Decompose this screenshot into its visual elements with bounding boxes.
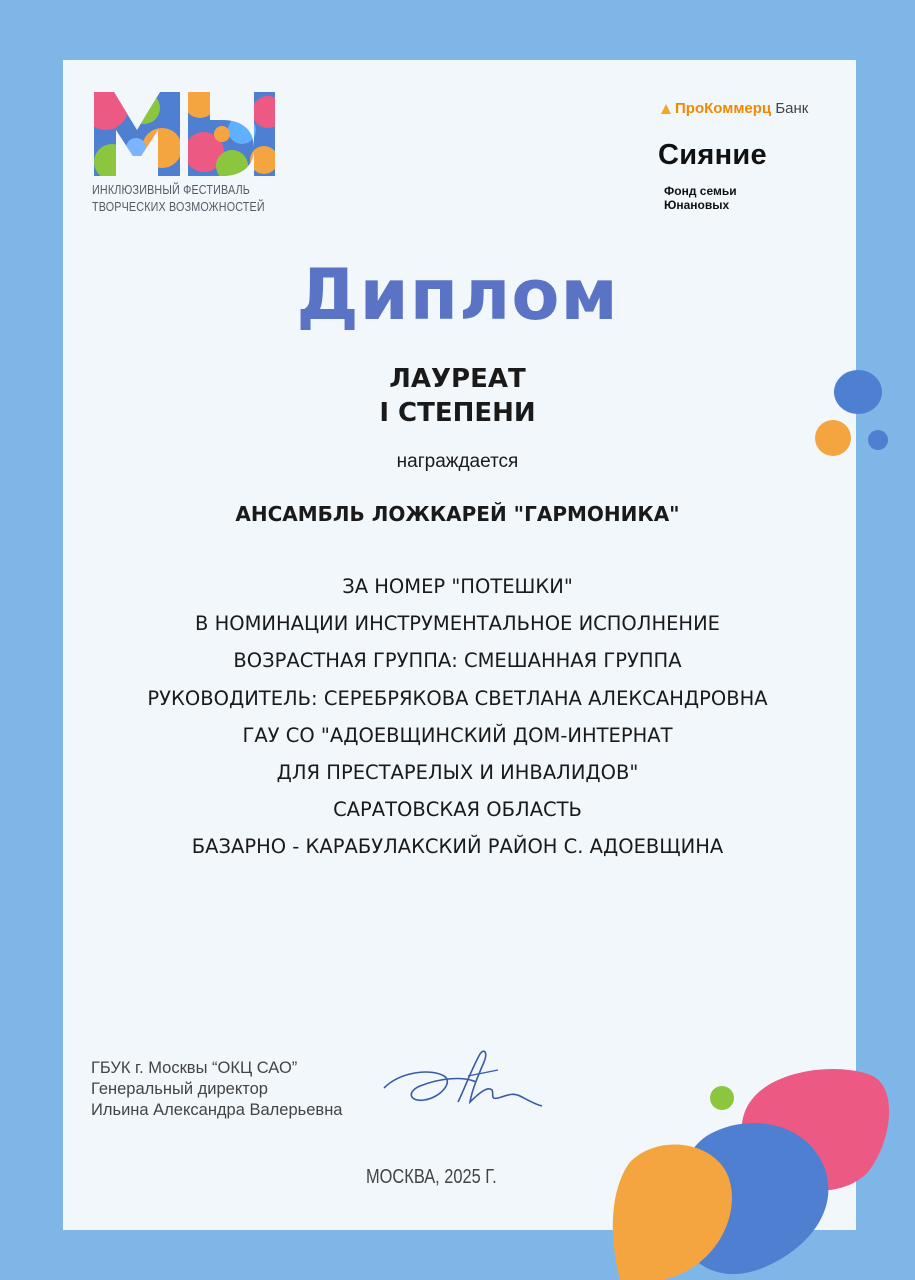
logo-subtitle-line1: ИНКЛЮЗИВНЫЙ ФЕСТИВАЛЬ (92, 183, 251, 197)
fund-caption-line1: Фонд семьи (664, 184, 737, 198)
blue-dot (834, 370, 882, 414)
detail-line: ГАУ СО "АДОЕВЩИНСКИЙ ДОМ-ИНТЕРНАТ (242, 723, 673, 747)
degree-line1: ЛАУРЕАТ (389, 364, 526, 394)
recipient-name: АНСАМБЛЬ ЛОЖКАРЕЙ "ГАРМОНИКА" (235, 502, 680, 526)
signatory-block (91, 1058, 342, 1121)
fund-name: Сияние (658, 139, 767, 171)
detail-line: ВОЗРАСТНАЯ ГРУППА: СМЕШАННАЯ ГРУППА (233, 649, 682, 673)
small-blue-dot (868, 430, 888, 450)
fund-caption-line2: Юнановых (664, 198, 730, 212)
fund-caption (664, 184, 737, 212)
green-dot (710, 1086, 734, 1110)
detail-line: САРАТОВСКАЯ ОБЛАСТЬ (333, 798, 582, 822)
logo-subtitle-line2: ТВОРЧЕСКИХ ВОЗМОЖНОСТЕЙ (92, 200, 265, 214)
degree-line2: I СТЕПЕНИ (379, 398, 536, 428)
signatory-name: Ильина Александра Валерьевна (91, 1101, 343, 1119)
laureate-degree (0, 362, 915, 430)
my-logo-mark (92, 88, 277, 178)
bank-brand: ПроКоммерц (675, 100, 772, 117)
handwritten-signature (380, 1046, 550, 1116)
award-details (0, 568, 915, 866)
bank-mark-icon (661, 104, 671, 114)
bank-logo (661, 100, 808, 117)
detail-line: РУКОВОДИТЕЛЬ: СЕРЕБРЯКОВА СВЕТЛАНА АЛЕКСАНДРОВНА (147, 686, 768, 710)
logo-subtitle (92, 182, 265, 216)
awarded-label: награждается (396, 451, 519, 472)
decorative-dots-right (808, 368, 908, 468)
detail-line: ДЛЯ ПРЕСТАРЕЛЫХ И ИНВАЛИДОВ" (276, 761, 639, 785)
city-year: МОСКВА, 2025 Г. (366, 1166, 497, 1188)
detail-line: БАЗАРНО - КАРАБУЛАКСКИЙ РАЙОН С. АДОЕВЩИНА (191, 835, 724, 859)
festival-logo (92, 88, 277, 216)
signatory-position: Генеральный директор (91, 1080, 268, 1098)
detail-line: В НОМИНАЦИИ ИНСТРУМЕНТАЛЬНОЕ ИСПОЛНЕНИЕ (195, 612, 720, 636)
diploma-title: Диплом (296, 254, 619, 336)
bank-word: Банк (775, 100, 809, 117)
signatory-org: ГБУК г. Москвы “ОКЦ САО” (91, 1059, 298, 1077)
decorative-blobs-bottom (600, 1062, 915, 1280)
detail-line: ЗА НОМЕР "ПОТЕШКИ" (342, 575, 573, 598)
orange-dot (815, 420, 851, 456)
